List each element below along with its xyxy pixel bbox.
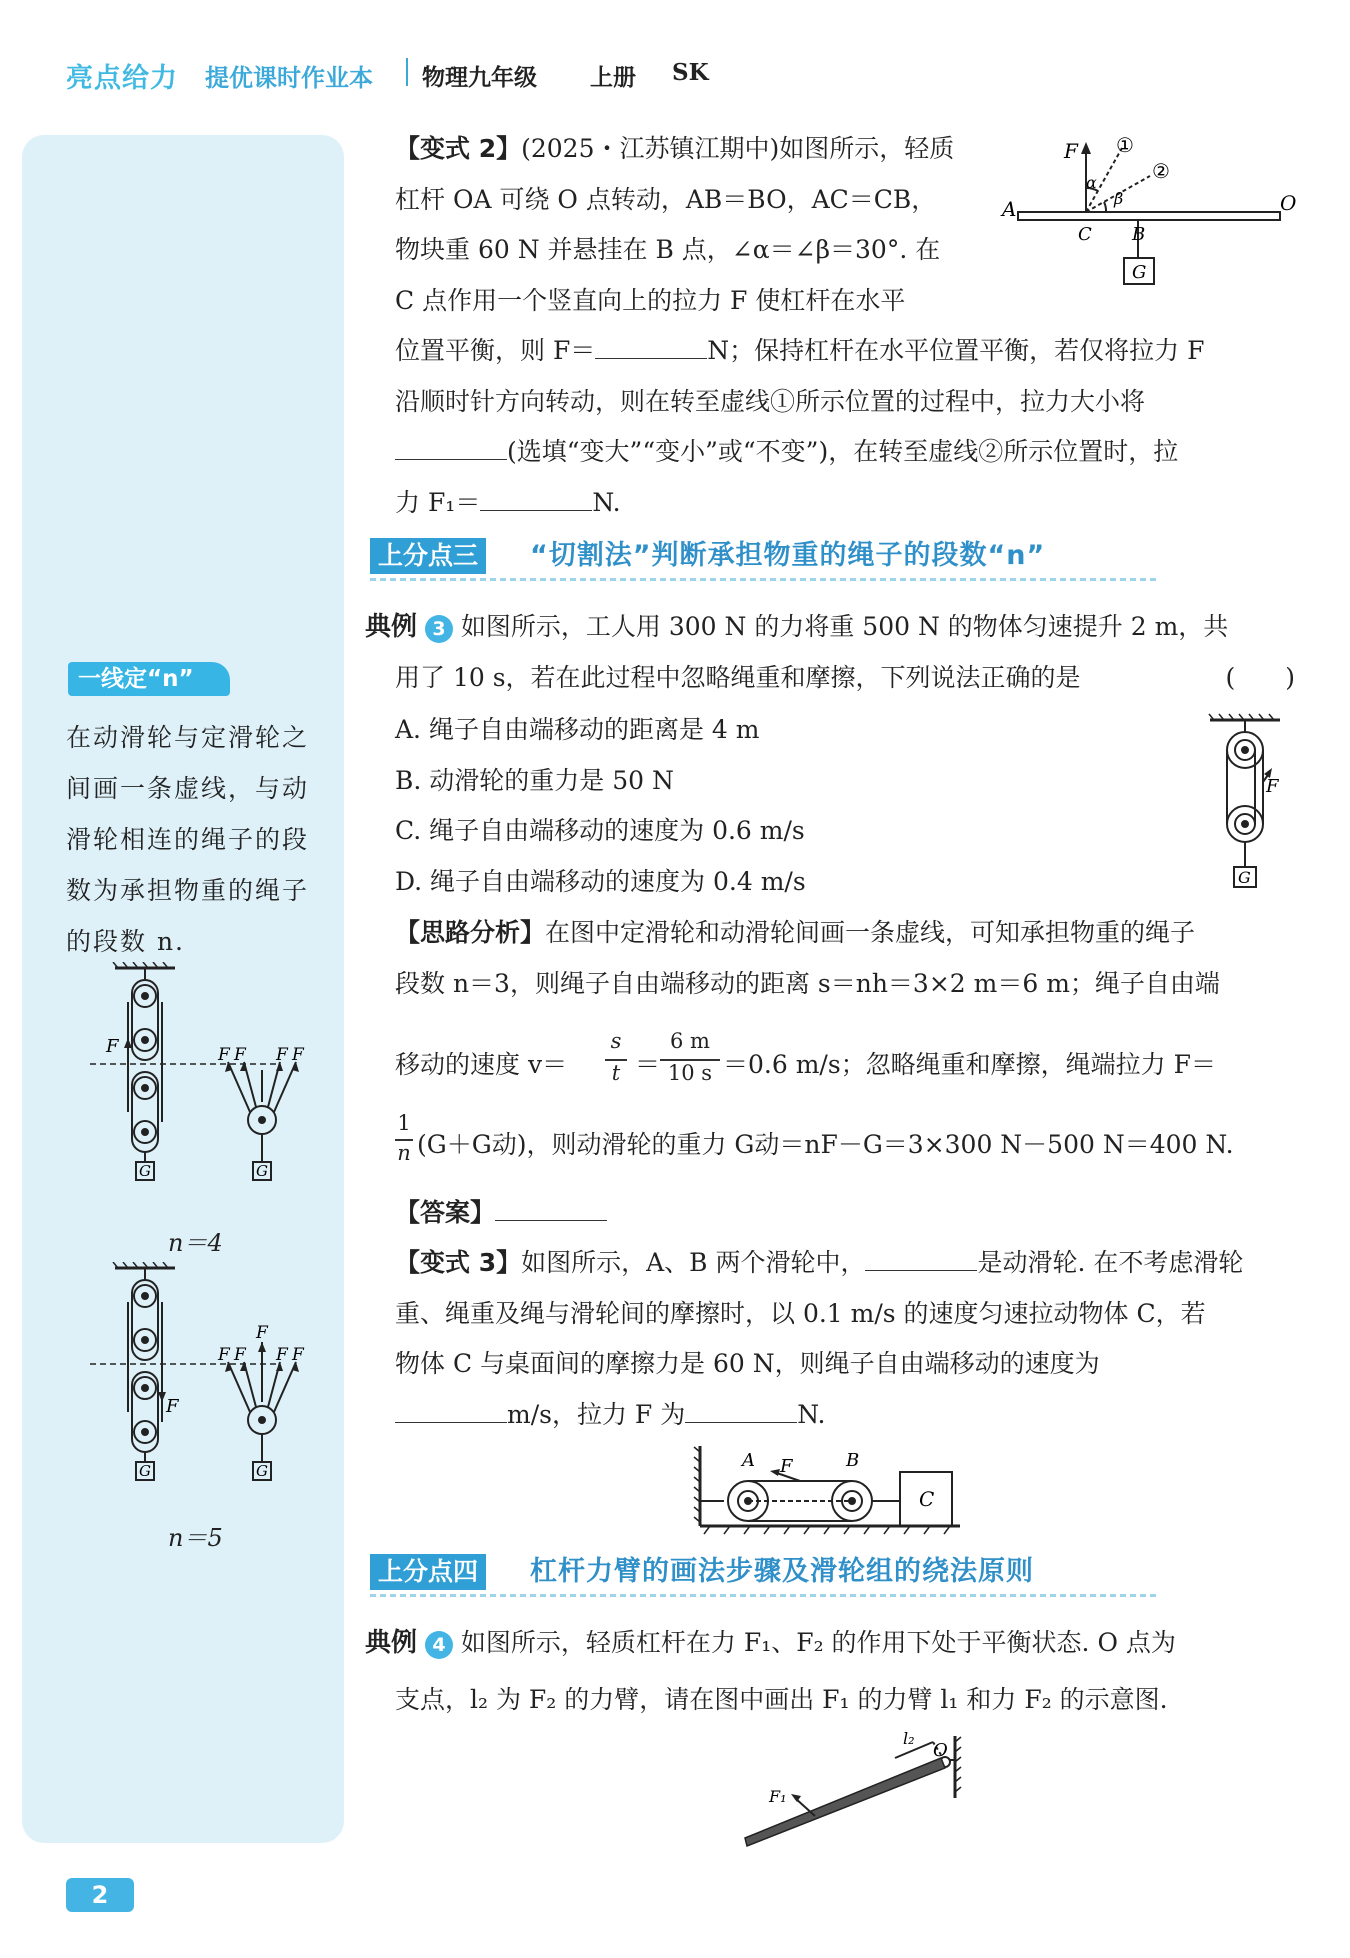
example3-line: 如图所示，工人用 300 N 的力将重 500 N 的物体匀速提升 2 m，共 (460, 612, 1229, 641)
lever-B-label: B (1132, 224, 1146, 245)
volume-label: 上册 (590, 65, 636, 91)
fraction-num: s (610, 1029, 622, 1053)
horizontal-pulley-figure (690, 1438, 970, 1538)
fraction-bar (660, 1059, 720, 1061)
lever-A-label: A (1002, 197, 1017, 221)
section3-heading (370, 538, 1170, 574)
pulley-figure-n5 (80, 1262, 330, 1512)
variant2-line: N；保持杠杆在水平位置平衡，若仅将拉力 F (707, 336, 1205, 365)
example3-options (395, 705, 895, 907)
option-c[interactable]: C. 绳子自由端移动的速度为 0.6 m/s (395, 816, 805, 845)
variant2-line: N. (592, 487, 621, 517)
answer-blank[interactable] (685, 1400, 797, 1423)
block-C-label: C (919, 1487, 935, 1511)
analysis-line-4 (395, 1110, 1295, 1174)
fraction-num: 6 m (670, 1029, 710, 1053)
analysis-line: ＝0.6 m/s；忽略绳重和摩擦，绳端拉力 F＝ (723, 1050, 1216, 1079)
fig2-block-label: G (256, 1462, 268, 1480)
lever-figure (1000, 128, 1300, 303)
section3-tag: 上分点三 (370, 538, 486, 574)
lever-O-label: O (1280, 191, 1297, 215)
example4-lever-figure (735, 1728, 965, 1848)
variant3-block (395, 1238, 1295, 1440)
answer-blank[interactable] (865, 1248, 977, 1271)
example-label: 典例 (365, 612, 418, 642)
subject-title: 物理九年级 (422, 65, 537, 91)
example-number: 3 (425, 615, 453, 643)
header-divider (406, 58, 408, 86)
variant2-line: (选填“变大”“变小”或“不变”)，在转至虚线②所示位置时，拉 (507, 437, 1179, 466)
analysis-line: 在图中定滑轮和动滑轮间画一条虚线，可知承担物重的绳子 (545, 918, 1196, 947)
analysis-label: 【思路分析】 (395, 918, 546, 947)
answer-blank[interactable] (595, 336, 707, 359)
variant2-line: 力 F₁＝ (395, 487, 481, 517)
pulley-figure-n4 (80, 962, 330, 1212)
fig1-n-label: n＝4 (168, 1229, 223, 1257)
variant3-line: m/s，拉力 F 为 (507, 1399, 686, 1429)
variant3-label: 【变式 3】 (395, 1248, 522, 1277)
fig1-force-label: F (276, 1045, 288, 1065)
lever-line2-label: ② (1152, 159, 1170, 183)
answer-blank[interactable] (395, 437, 507, 460)
lever-F1-label: F₁ (769, 1787, 787, 1806)
section3-title: “切割法”判断承担物重的绳子的段数“n” (530, 540, 1046, 571)
variant3-line: 重、绳重及绳与滑轮间的摩擦时，以 0.1 m/s 的速度匀速拉动物体 C，若 (395, 1298, 1206, 1328)
lever-G-label: G (1132, 262, 1147, 283)
answer-blank[interactable] (395, 1400, 507, 1423)
lever-line1-label: ① (1116, 133, 1134, 157)
answer-label: 【答案】 (395, 1198, 496, 1227)
tip-tag: 一线定“n” (68, 662, 230, 696)
example4-line: 支点，l₂ 为 F₂ 的力臂，请在图中画出 F₁ 的力臂 l₁ 和力 F₂ 的示意图. (395, 1684, 1168, 1714)
variant2-line: 沿顺时针方向转动，则在转至虚线①所示位置的过程中，拉力大小将 (395, 386, 1146, 416)
variant2-line: C 点作用一个竖直向上的拉力 F 使杠杆在水平 (395, 285, 906, 315)
fraction-num: 1 (397, 1111, 411, 1135)
answer-blank[interactable] (480, 488, 592, 511)
fig1-block-label: G (139, 1162, 151, 1180)
variant3-line: 是动滑轮. 在不考虑滑轮 (977, 1248, 1244, 1277)
section3-underline (370, 578, 1160, 581)
fig1-force-label: F (292, 1045, 304, 1065)
variant2-text-block-2 (395, 326, 1295, 528)
pulley-F-label: F (780, 1456, 793, 1477)
variant3-line: 如图所示，A、B 两个滑轮中， (521, 1248, 866, 1277)
analysis-line: 段数 n＝3，则绳子自由端移动的距离 s＝nh＝3×2 m＝6 m；绳子自由端 (395, 968, 1220, 998)
analysis-line-3: 移动的速度 v＝ s t ＝ 6 m 10 s ＝0.6 m/s；忽略绳重和摩擦，绳端拉力 F＝ (395, 1028, 1295, 1088)
tip-text: 在动滑轮与定滑轮之间画一条虚线，与动滑轮相连的绳子的段数为承担物重的绳子的段数 n. (66, 723, 310, 956)
option-d[interactable]: D. 绳子自由端移动的速度为 0.4 m/s (395, 866, 806, 896)
pulley-F-label: F (1266, 776, 1279, 797)
fig2-force-label: F (166, 1396, 179, 1417)
section4-title: 杠杆力臂的画法步骤及滑轮组的绕法原则 (530, 1556, 1034, 1587)
fig2-force-label: F (234, 1345, 246, 1365)
fig2-n-label: n＝5 (168, 1524, 223, 1552)
variant3-line: N. (797, 1399, 826, 1429)
fraction-den: t (611, 1061, 621, 1085)
variant2-line: 杠杆 OA 可绕 O 点转动，AB＝BO，AC＝CB， (395, 184, 937, 214)
analysis-line: (G＋G动)，则动滑轮的重力 G动＝nF－G＝3×300 N－500 N＝400 N. (417, 1130, 1234, 1159)
example3-block (365, 602, 1295, 703)
pulley-G-label: G (1238, 868, 1251, 887)
lever-F-label: F (1064, 139, 1078, 163)
variant2-line: 位置平衡，则 F＝ (395, 336, 596, 365)
option-a[interactable]: A. 绳子自由端移动的距离是 4 m (395, 715, 760, 744)
answer-paren[interactable]: ( ) (1225, 662, 1295, 692)
fig1-force-label: F (106, 1036, 119, 1057)
answer-blank[interactable] (495, 1198, 607, 1221)
pulley-A-label: A (742, 1450, 755, 1471)
page-number: 2 (66, 1878, 134, 1912)
lever-beta-label: β (1114, 189, 1124, 208)
variant3-line: 物体 C 与桌面间的摩擦力是 60 N，则绳子自由端移动的速度为 (395, 1349, 1100, 1378)
example3-pulley-figure (1200, 712, 1290, 897)
answer-line (395, 1188, 607, 1239)
example-label: 典例 (365, 1628, 418, 1658)
fig2-force-label: F (218, 1345, 230, 1365)
example4-line: 如图所示，轻质杠杆在力 F₁、F₂ 的作用下处于平衡状态. O 点为 (460, 1628, 1176, 1657)
example-number: 4 (425, 1631, 453, 1659)
edition-label: SK (672, 59, 709, 86)
lever-C-label: C (1078, 224, 1092, 245)
analysis-line: 移动的速度 v＝ (395, 1050, 568, 1079)
example4-block (365, 1618, 1295, 1725)
fig2-force-label: F (276, 1345, 288, 1365)
fig2-block-label: G (139, 1462, 151, 1480)
fraction-bar (395, 1139, 413, 1141)
variant2-line: 物块重 60 N 并悬挂在 B 点，∠α＝∠β＝30°. 在 (395, 235, 941, 264)
series-title: 提优课时作业本 (205, 64, 373, 92)
section4-tag: 上分点四 (370, 1554, 486, 1590)
pulley-B-label: B (846, 1450, 860, 1471)
lever-O-label: O (933, 1740, 948, 1761)
variant2-label: 【变式 2】 (395, 134, 522, 163)
fraction-bar (605, 1059, 627, 1061)
fig2-force-label: F (256, 1323, 268, 1343)
fig1-force-label: F (234, 1045, 246, 1065)
brand-logo: 亮点给力 (66, 63, 178, 94)
variant2-line: (2025・江苏镇江期中)如图所示，轻质 (521, 134, 955, 163)
fig1-block-label: G (256, 1162, 268, 1180)
fig1-force-label: F (218, 1045, 230, 1065)
fraction-den: 10 s (667, 1061, 713, 1085)
section4-underline (370, 1594, 1160, 1597)
section4-heading (370, 1554, 1170, 1590)
example3-line: 用了 10 s，若在此过程中忽略绳重和摩擦，下列说法正确的是 (395, 662, 1081, 692)
lever-l2-label: l₂ (903, 1729, 915, 1748)
lever-alpha-label: α (1086, 173, 1097, 192)
fraction-den: n (397, 1141, 411, 1165)
option-b[interactable]: B. 动滑轮的重力是 50 N (395, 765, 674, 795)
fig2-force-label: F (292, 1345, 304, 1365)
analysis-block (395, 908, 1295, 1009)
variant2-text-block (395, 124, 1005, 326)
